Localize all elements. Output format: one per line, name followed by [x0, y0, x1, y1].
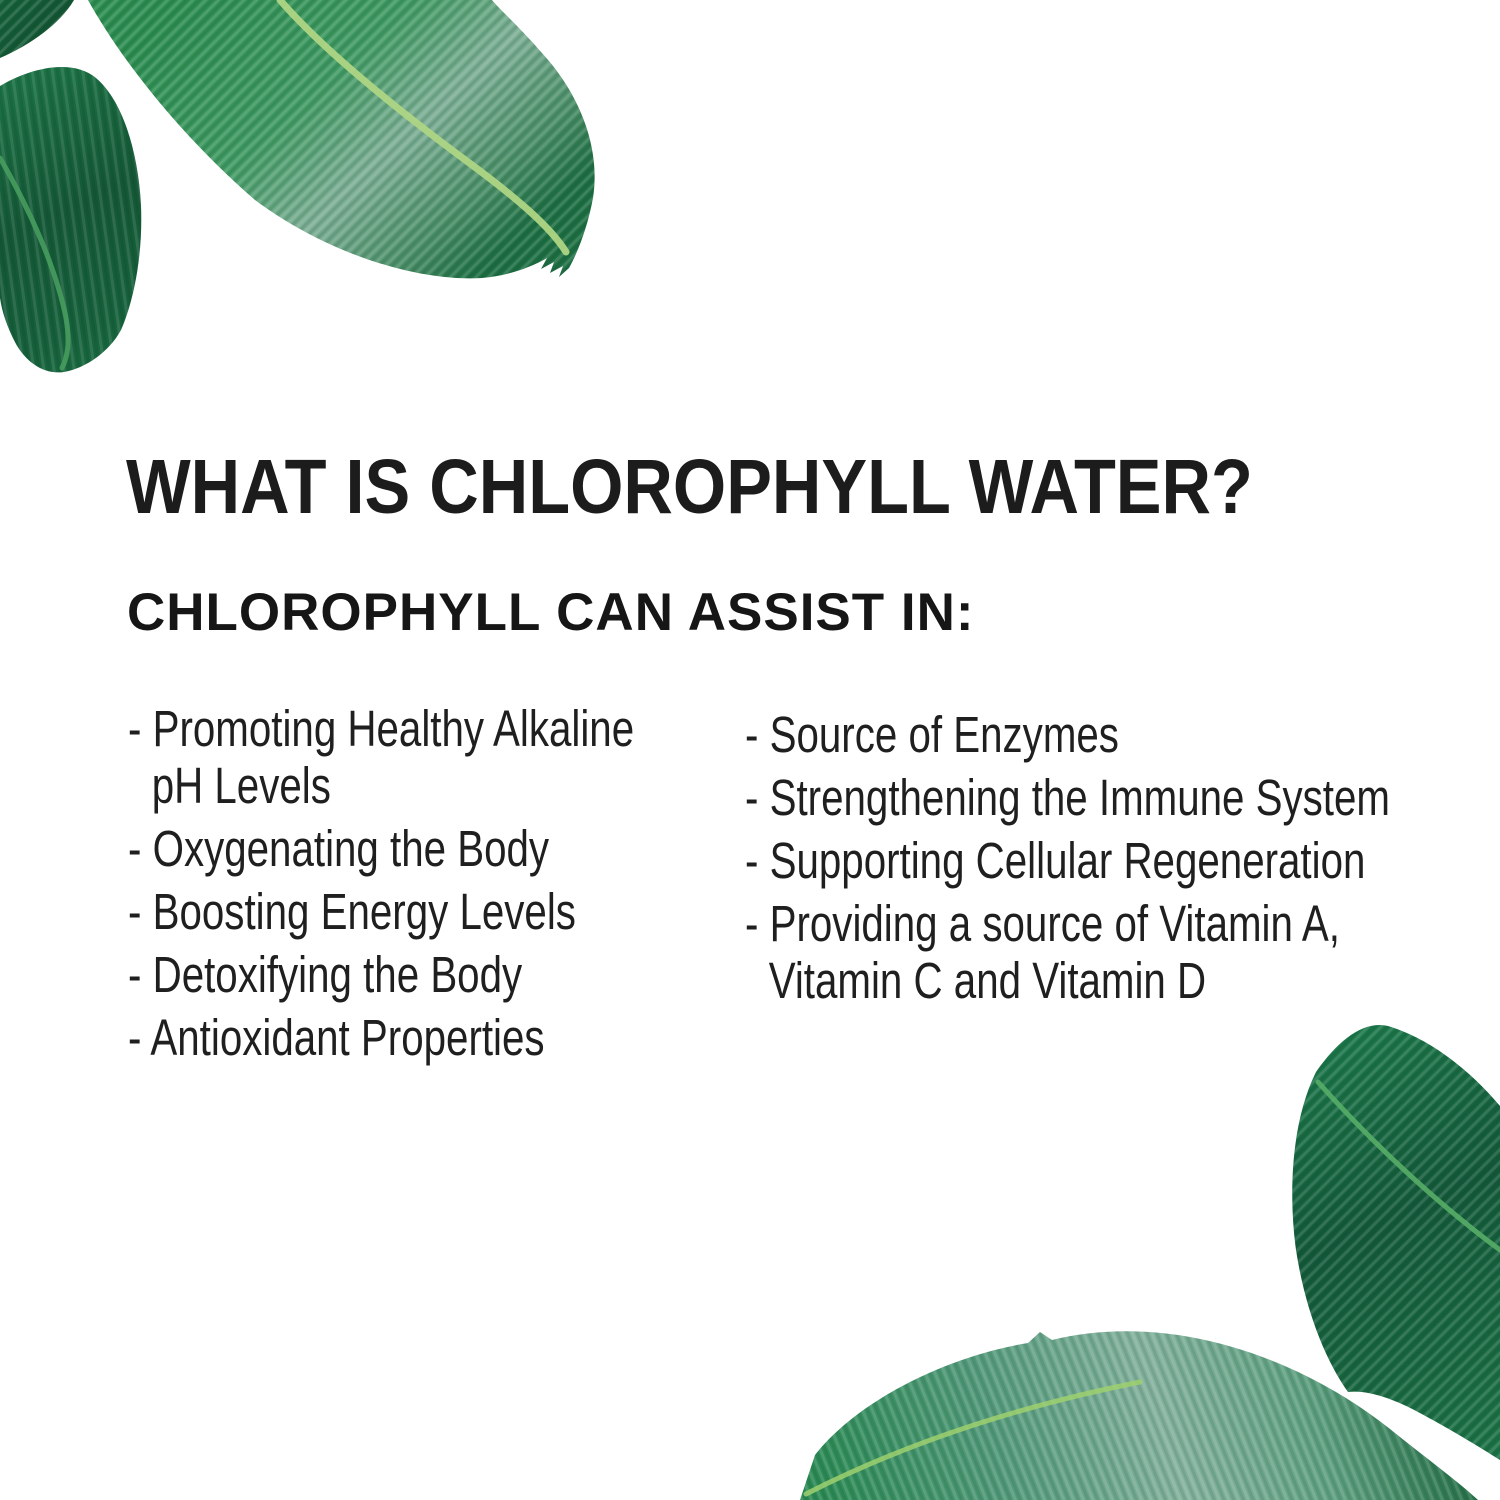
leaf-corner-top-left-veins: [0, 0, 74, 58]
list-item: - Oxygenating the Body: [128, 820, 550, 877]
page-title: WHAT IS CHLOROPHYLL WATER?: [126, 444, 1253, 530]
section-heading: CHLOROPHYLL CAN ASSIST IN:: [127, 583, 975, 642]
leaf-hanging-left-veins: [0, 67, 141, 372]
benefits-list-left: [128, 700, 653, 1072]
list-item: - Boosting Energy Levels: [128, 883, 576, 940]
leaf-cluster-top-left: [0, 0, 595, 372]
list-item: - Strengthening the Immune System: [745, 769, 1390, 826]
list-item: - Promoting Healthy Alkaline pH Levels: [128, 700, 635, 814]
list-item: - Providing a source of Vitamin A, Vitamin C and Vitamin D: [745, 895, 1340, 1009]
list-item: - Source of Enzymes: [745, 706, 1119, 763]
benefits-list-right: [745, 706, 1405, 1015]
list-item: - Detoxifying the Body: [128, 946, 523, 1003]
leaf-large-top-veins: [88, 0, 595, 278]
leaf-cluster-bottom-right: [800, 1025, 1500, 1500]
list-item: - Supporting Cellular Regeneration: [745, 832, 1366, 889]
list-item: - Antioxidant Properties: [128, 1009, 545, 1066]
